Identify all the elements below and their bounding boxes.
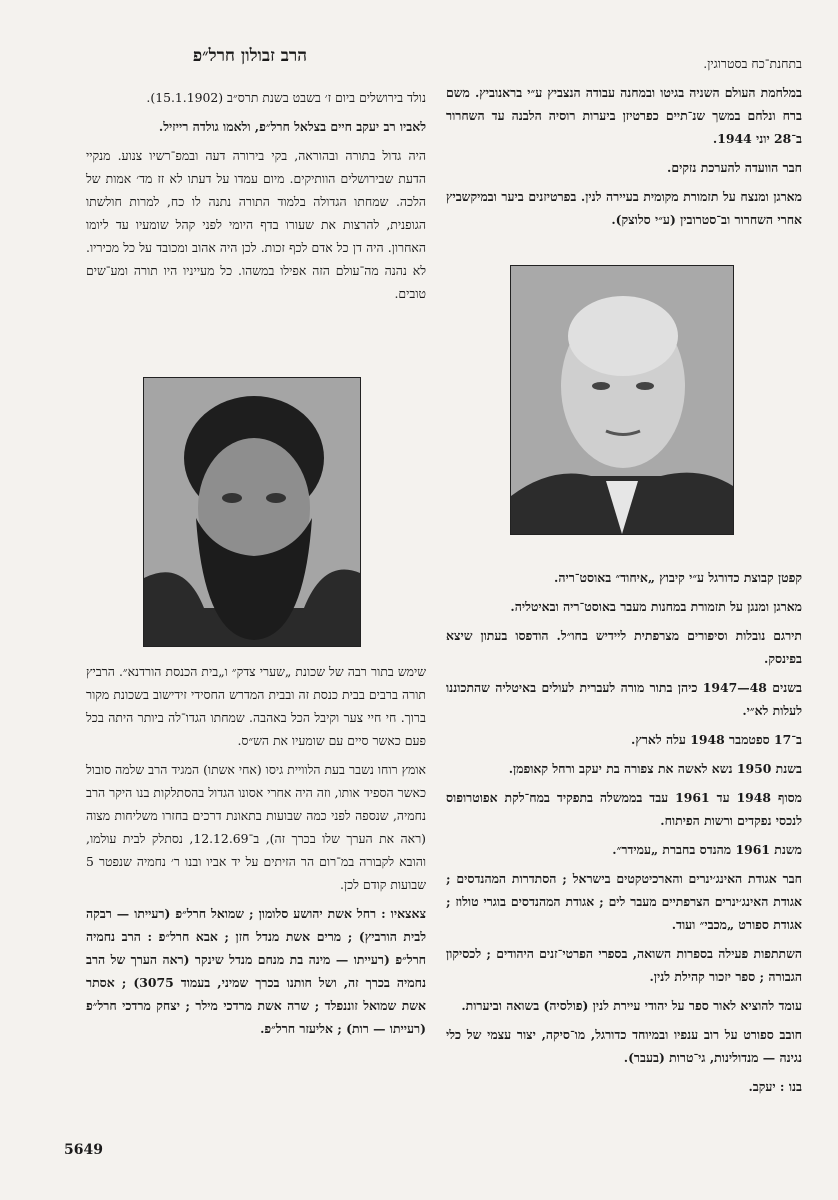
right-paragraph-2: במלחמת העולם השניה בגיטו ובמחנה עבודה הנצביץ ע״י בראנוביץ. משם ברח ונלחם במשך שנ־תיים כפרטיזן ביערות רוסיה הלבנה עד השחרור ב־28 יוני 1944. [446, 85, 802, 146]
right-paragraph-17: בנו : יעקב. [748, 1079, 802, 1094]
right-paragraph-8: בשנים 48—1947 כיהן בתור מורה לעברית לעולים באיטליה שהתכוננו לעלות לא״י. [446, 680, 802, 718]
right-paragraph-9: ב־17 ספטמבר 1948 עלה לארץ. [631, 732, 802, 747]
right-paragraph-10: בשנת 1950 נשא לאשה את צפורה בת יעקב ורחל קאופמן. [508, 761, 802, 776]
birth-paragraph: נולד בירושלים ביום ז׳ בשבט בשנת תרס״ב (15.1.1902). [146, 90, 426, 105]
left-article-top [86, 86, 426, 311]
right-paragraph-14: השתתפות פעילה בספרות השואה, בספרי הפרטי־זנים היהודים ; לכסיקון הגבורה ; ספר יזכור קהילת לנין. [446, 946, 802, 984]
right-paragraph-3: חבר הוועדה להערכת נזקים. [667, 160, 802, 175]
right-paragraph-11: מסוף 1948 עד 1961 עבד בממשלה בתפקיד במח־לקת אפוטרופוס לנכסי נפקדים ורשות הפיתוח. [446, 790, 803, 828]
parents-paragraph: לאביו רב יעקב חיים בצלאל חרל״פ, ולאמו גולדה רייזיל. [158, 119, 426, 134]
right-paragraph-6: מארגן ומנגן על תזמורת במחנות מעבר באוסט־ריה ובאיטליה. [510, 599, 802, 614]
descendants-paragraph: צאצאיו : רחל אשת יהושע סלומון ; שמואל חרל״פ (רעייתו — רבקה לבית הורביץ) ; מרים אשת מנדל חזן ; אבא חרל״פ : הרב נחמיה חרל״פ (רעייתו — מינה בת מנחם מנדל שינקר (ראה הערך של הרב נחמיה בכרך זה, ושל חותנו בכרך שמיני, בעמוד 3075) ; אסתר אשת שמואל זוננפלד ; שרה אשת מרדכי מילר ; יצחק מרדכי חרל״פ (רעייתו — רות) ; אליעזר חרל״פ. [86, 906, 426, 1036]
character-paragraph: היה גדול בתורה ובהוראה, בקי בירורה דעה ובמפ־רשיו צנוע. מנקיי הדעת שבירושלים הוותיקים. מיום עמדו על דעתו לא זז מד׳ אמות של הלכה. שמחתו הגדולה בלמוד התורה נתנה לו כח, למרות חולשתו הגופנית, להרצות את שעורו בדף היומי לפני קהל שומעיו עד ליומו האחרון. היה דן כל אדם לכף זכות. לכן היה אהוב ומכובד על כל מכיריו. לא נהנה מה־עולם הזה אפילו במשהו. כל מעייניו היו תורה ומע־שים טובים. [86, 148, 426, 301]
right-paragraph-4: מארגן ומנצח על תזמורת מקומית בעיירה לנין. בפרטיזנים ביער ובמיקשביץ אחרי השחרור וב־סטרובין (ע״י סלוצק). [446, 189, 802, 227]
rabbi-position-paragraph: שימש בתור רבה של שכונת „שערי צדק״ ו„בית הכנסת הורדנא״. הרביץ תורה ברבים בבית כנסת זה ובבית המדרש החסידי זידישוב בשכונת מקור ברוך. חי חיי צער וקיבל הכל באהבה. שמחתו הגדו־לה ביותר היתה בכל פעם כאשר סיים עם שומעיו את הש״ס. [86, 664, 426, 748]
left-article-bottom [86, 660, 426, 1046]
right-paragraph-12: משנת 1961 מהנדס בחברת „עמידר״. [612, 842, 802, 857]
right-paragraph-16: חובב ספורט על רוב ענפיו ובמיוחד כדורגל, מו־סיקה, יצור עצמי של כלי נגינה — מנדולינות, גי־טרות (בעבר). [446, 1027, 802, 1065]
right-paragraph-15: עומד להוציא לאור ספר על יהודי עיירת לנין (פולסיה) בשואה וביערות. [461, 998, 802, 1013]
right-paragraph-5: קפטן קבוצת כדורגל ע״י קיבוץ „איחוד״ באוסט־ריה. [554, 570, 802, 585]
article-title: הרב זבולון חרל״פ [192, 46, 308, 66]
page-number: 5649 [64, 1142, 103, 1158]
right-paragraph-7: תירגם נובלות וסיפורים מצרפתית ליידיש בחו״ל. הודפסו בעתון שיצא בפינסק. [446, 628, 802, 666]
right-paragraph-13: חבר אגודת האינג׳ינרים והארכיטקטים בישראל ; הסתדרות המהנדסים ; אגודת האינג׳ינרים הצרפתיים מעבר לים ; אגודת המהנדסים בוגרי טולוז ; אגודת ספורט „מכבי״ ועוד. [446, 871, 802, 932]
portrait-photo-bald [510, 265, 734, 535]
death-paragraph: אומץ רוחו נשבר בעת הלוויית גיסו (אחי אשתו) המגיד הרב שלמה סובול כאשר הספיד אותו, וזה היה אחרי אסונו הגדול בהסתלקות בנו היקר הרב נחמיה, שנספה לפני כמה שבועות בתאונת דרכים בחזרו משליחות מצוה (ראה את הערך שלו בכרך זה), ב־12.12.69, נסתלק לבית עולמו, והובא לקבורה במ־רום הר הזיתים על יד אביו ובנו ר׳ נחמיה שנפטר 5 שבועות קודם לכן. [86, 762, 426, 892]
right-article-top [446, 52, 802, 237]
right-article-bottom [446, 566, 802, 1104]
right-paragraph-1: בתחנת־כח בסטרוגין. [703, 56, 802, 71]
portrait-photo-bearded [143, 377, 361, 647]
